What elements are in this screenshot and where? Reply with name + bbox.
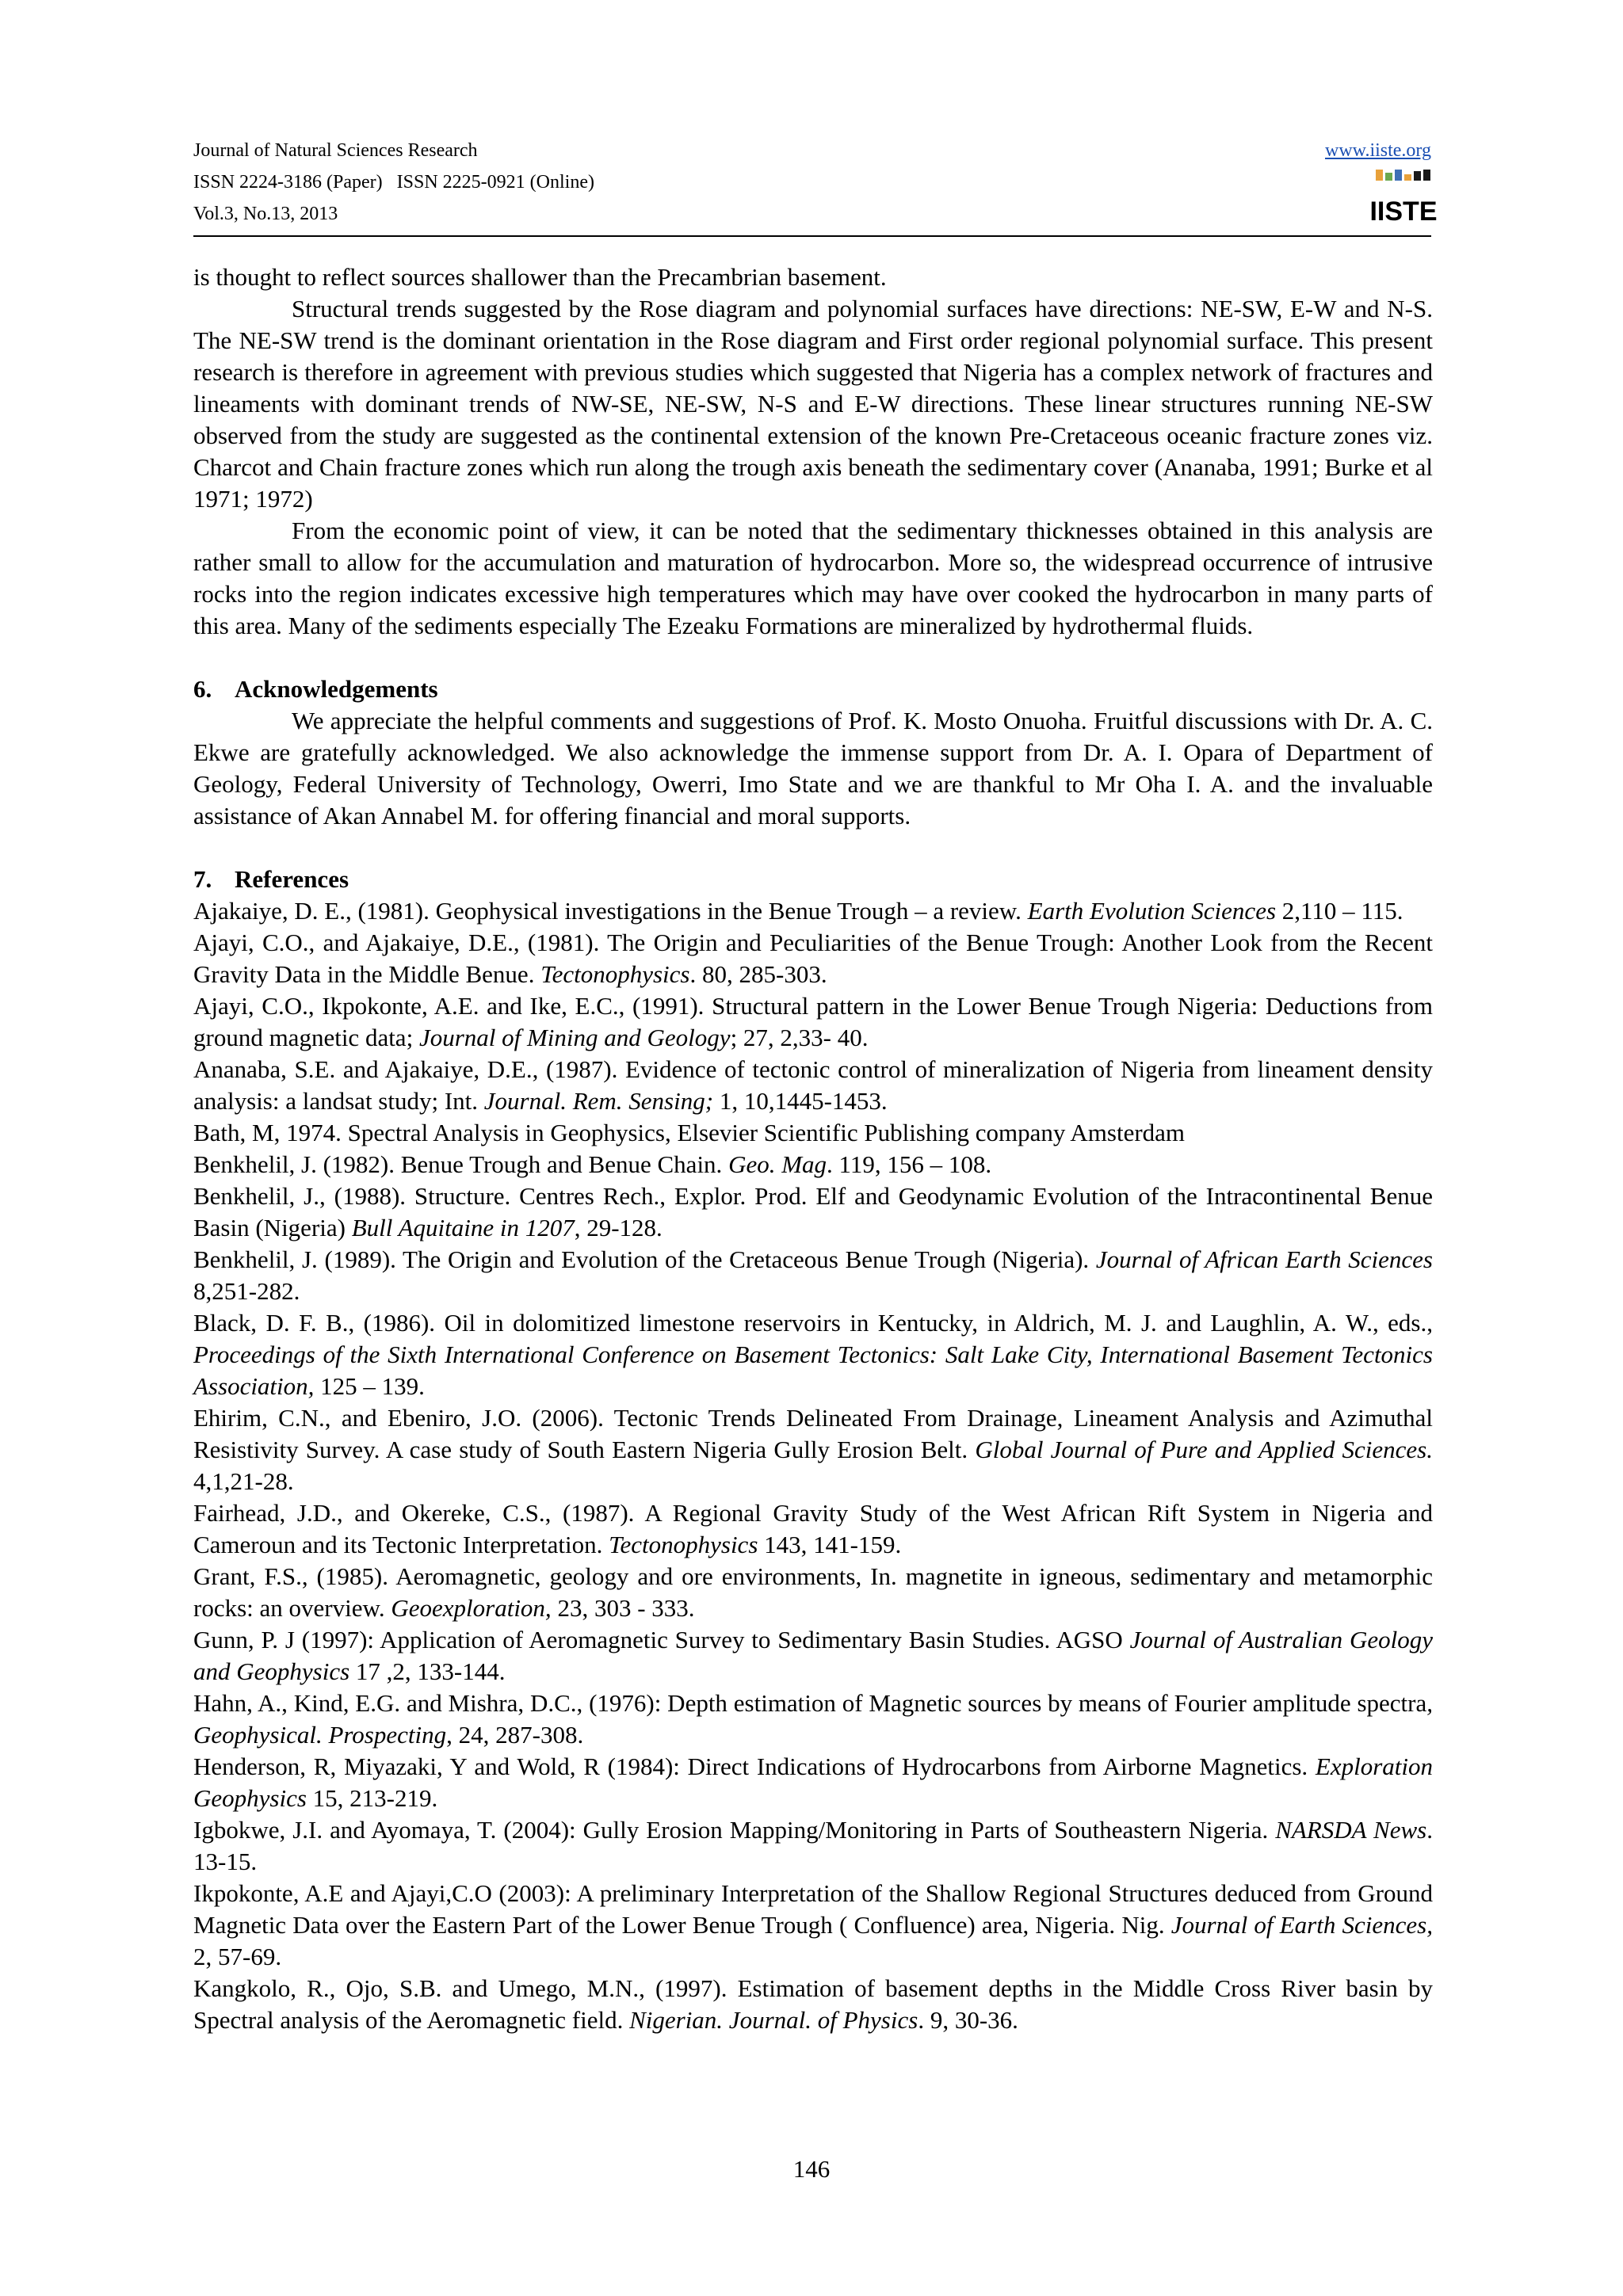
logo-text: IISTE [1369, 196, 1438, 227]
reference-item: Hahn, A., Kind, E.G. and Mishra, D.C., (1976): Depth estimation of Magnetic sources by means of Fourier amplitude spectra, Geophysical. Prospecting, 24, 287-308. [193, 1689, 1433, 1749]
journal-issn: ISSN 2224-3186 (Paper) ISSN 2225-0921 (Online) [193, 172, 594, 193]
reference-item: Fairhead, J.D., and Okereke, C.S., (1987). A Regional Gravity Study of the West African Rift System in Nigeria and Cameroun and its Tectonic Interpretation. Tectonophysics 143, 141-159. [193, 1499, 1433, 1558]
journal-website-link[interactable]: www.iiste.org [1325, 140, 1431, 161]
reference-item: Henderson, R, Miyazaki, Y and Wold, R (1984): Direct Indications of Hydrocarbons from Airborne Magnetics. Exploration Geophysics 15, 213-219. [193, 1753, 1433, 1812]
reference-item: Ikpokonte, A.E and Ajayi,C.O (2003): A preliminary Interpretation of the Shallow Regional Structures deduced from Ground Magnetic Data over the Eastern Part of the Lower Benue Trough ( Confluence) area, Nigeria. Nig. Journal of Earth Sciences, 2, 57-69. [193, 1879, 1433, 1970]
main-content [193, 261, 1433, 2036]
journal-volume: Vol.3, No.13, 2013 [193, 204, 338, 224]
reference-item: Grant, F.S., (1985). Aeromagnetic, geology and ore environments, In. magnetite in igneous, sedimentary and metamorphic rocks: an overview. Geoexploration, 23, 303 - 333. [193, 1562, 1433, 1622]
acknowledgements-text: We appreciate the helpful comments and suggestions of Prof. K. Mosto Onuoha. Fruitful discussions with Dr. A. C. Ekwe are gratefully acknowledged. We also acknowledge the immense support from Dr. A. I. Opara of Department of Geology, Federal University of Technology, Owerri, Imo State and we are thankful to Mr Oha I. A. and the invaluable assistance of Akan Annabel M. for offering financial and moral supports. [193, 707, 1433, 830]
reference-item: Ehirim, C.N., and Ebeniro, J.O. (2006). Tectonic Trends Delineated From Drainage, Lineament Analysis and Azimuthal Resistivity Survey. A case study of South Eastern Nigeria Gully Erosion Belt. Global Journal of Pure and Applied Sciences. 4,1,21-28. [193, 1404, 1433, 1495]
reference-item: Kangkolo, R., Ojo, S.B. and Umego, M.N., (1997). Estimation of basement depths in the Middle Cross River basin by Spectral analysis of the Aeromagnetic field. Nigerian. Journal. of Physics. 9, 30-36. [193, 1974, 1433, 2034]
paragraph: Structural trends suggested by the Rose diagram and polynomial surfaces have directions: NE-SW, E-W and N-S. The NE-SW trend is the dominant orientation in the Rose diagram and First order regional polynomial surface. This present research is therefore in agreement with previous studies which suggested that Nigeria has a complex network of fractures and lineaments with dominant trends of NW-SE, NE-SW, N-S and E-W directions. These linear structures running NE-SW observed from the study are suggested as the continental extension of the known Pre-Cretaceous oceanic fracture zones viz. Charcot and Chain fracture zones which run along the trough axis beneath the sedimentary cover (Ananaba, 1991; Burke et al 1971; 1972) [193, 295, 1433, 513]
section-heading-acknowledgements: 6. Acknowledgements [193, 675, 438, 703]
reference-item: Benkhelil, J. (1982). Benue Trough and Benue Chain. Geo. Mag. 119, 156 – 108. [193, 1150, 992, 1178]
reference-list [193, 895, 1433, 2036]
reference-item: Igbokwe, J.I. and Ayomaya, T. (2004): Gully Erosion Mapping/Monitoring in Parts of Southeastern Nigeria. NARSDA News. 13-15. [193, 1816, 1433, 1875]
iiste-logo [1369, 170, 1438, 230]
journal-info [193, 135, 594, 230]
reference-item: Ajayi, C.O., Ikpokonte, A.E. and Ike, E.C., (1991). Structural pattern in the Lower Benue Trough Nigeria: Deductions from ground magnetic data; Journal of Mining and Geology; 27, 2,33- 40. [193, 992, 1433, 1051]
reference-item: Benkhelil, J. (1989). The Origin and Evolution of the Cretaceous Benue Trough (Nigeria). Journal of African Earth Sciences 8,251-282. [193, 1245, 1433, 1305]
page-header [193, 135, 1438, 238]
journal-name: Journal of Natural Sciences Research [193, 140, 478, 161]
paragraph: is thought to reflect sources shallower than the Precambrian basement. [193, 263, 887, 291]
header-rule [193, 235, 1431, 237]
reference-item: Bath, M, 1974. Spectral Analysis in Geophysics, Elsevier Scientific Publishing company Amsterdam [193, 1119, 1186, 1146]
reference-item: Ajayi, C.O., and Ajakaiye, D.E., (1981). The Origin and Peculiarities of the Benue Trough: Another Look from the Recent Gravity Data in the Middle Benue. Tectonophysics. 80, 285-303. [193, 929, 1433, 988]
reference-item: Ajakaiye, D. E., (1981). Geophysical investigations in the Benue Trough – a review. Earth Evolution Sciences 2,110 – 115. [193, 897, 1403, 925]
reference-item: Black, D. F. B., (1986). Oil in dolomitized limestone reservoirs in Kentucky, in Aldrich, M. J. and Laughlin, A. W., eds., Proceedings of the Sixth International Conference on Basement Tectonics: Salt Lake City, International Basement Tectonics Association, 125 – 139. [193, 1309, 1433, 1400]
page-number: 146 [792, 2155, 831, 2183]
section-heading-references: 7. References [193, 865, 349, 893]
reference-item: Gunn, P. J (1997): Application of Aeromagnetic Survey to Sedimentary Basin Studies. AGSO Journal of Australian Geology and Geophysics 17 ,2, 133-144. [193, 1626, 1433, 1685]
paragraph: From the economic point of view, it can be noted that the sedimentary thicknesses obtained in this analysis are rather small to allow for the accumulation and maturation of hydrocarbon. More so, the widespread occurrence of intrusive rocks into the region indicates excessive high temperatures which may have over cooked the hydrocarbon in many parts of this area. Many of the sediments especially The Ezeaku Formations are mineralized by hydrothermal fluids. [193, 517, 1433, 639]
reference-item: Ananaba, S.E. and Ajakaiye, D.E., (1987). Evidence of tectonic control of mineralization of Nigeria from lineament density analysis: a landsat study; Int. Journal. Rem. Sensing; 1, 10,1445-1453. [193, 1055, 1433, 1115]
reference-item: Benkhelil, J., (1988). Structure. Centres Rech., Explor. Prod. Elf and Geodynamic Evolution of the Intracontinental Benue Basin (Nigeria) Bull Aquitaine in 1207, 29-128. [193, 1182, 1433, 1241]
